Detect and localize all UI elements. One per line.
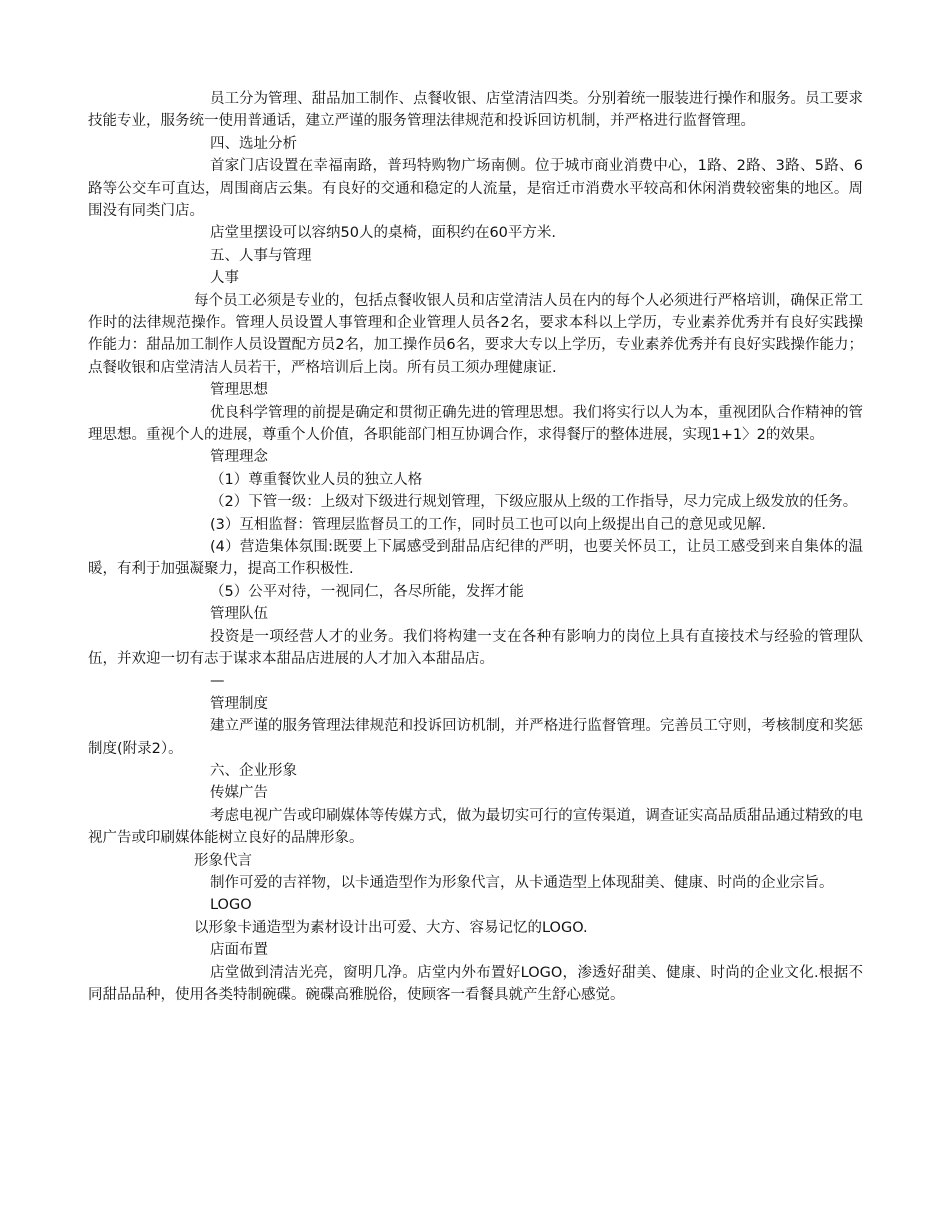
paragraph: LOGO xyxy=(210,897,252,914)
paragraph: 优良科学管理的前提是确定和贯彻正确先进的管理思想。我们将实行以人为本，重视团队合作精神的管理思想。重视个人的进展，尊重个人价值，各职能部门相互协调合作，求得餐厅的整体进展，实现1+1〉2的效果。 xyxy=(88,404,863,443)
paragraph: — xyxy=(210,673,225,690)
paragraph: 管理队伍 xyxy=(210,606,268,623)
paragraph: 每个员工必须是专业的，包括点餐收银人员和店堂清洁人员在内的每个人必须进行严格培训，确保正常工作时的法律规范操作。管理人员设置人事管理和企业管理人员各2名，要求本科以上学历，专业素养优秀并有良好实践操作能力：甜品加工制作人员设置配方员2名，加工操作员6名，要求大专以上学历，专业素养优秀并有良好实践操作能力；点餐收银和店堂清洁人员若干，严格培训后上岗。所有员工须办理健康证. xyxy=(88,292,863,376)
paragraph: 形象代言 xyxy=(194,852,252,869)
paragraph: 四、选址分析 xyxy=(210,135,297,152)
paragraph: 投资是一项经营人才的业务。我们将构建一支在各种有影响力的岗位上具有直接技术与经验的管理队伍，并欢迎一切有志于谋求本甜品店进展的人才加入本甜品店。 xyxy=(88,628,863,667)
paragraph: 店面布置 xyxy=(210,942,268,959)
paragraph: 传媒广告 xyxy=(210,785,268,802)
paragraph: 管理思想 xyxy=(210,382,268,399)
paragraph: 五、人事与管理 xyxy=(210,247,312,264)
paragraph: 六、企业形象 xyxy=(210,763,297,779)
paragraph: 管理制度 xyxy=(210,695,268,712)
paragraph: 店堂做到清洁光亮，窗明几净。店堂内外布置好LOGO，渗透好甜美、健康、时尚的企业文化.根据不同甜品品种，使用各类特制碗碟。碗碟高雅脱俗，使顾客一看餐具就产生舒心感觉。 xyxy=(88,964,863,1003)
paragraph: 店堂里摆设可以容纳50人的桌椅，面积约在60平方米. xyxy=(210,225,557,242)
paragraph: 考虑电视广告或印刷媒体等传媒方式，做为最切实可行的宣传渠道，调查证实高品质甜品通过精致的电视广告或印刷媒体能树立良好的品牌形象。 xyxy=(88,807,863,847)
paragraph: 人事 xyxy=(210,270,239,287)
paragraph: （5）公平对待，一视同仁，各尽所能，发挥才能 xyxy=(210,583,524,600)
paragraph: (4）营造集体氛围:既要上下属感受到甜品店纪律的严明，也要关怀员工，让员工感受到来自集体的温暖，有利于加强凝聚力，提高工作积极性. xyxy=(88,539,863,578)
paragraph: 首家门店设置在幸福南路，普玛特购物广场南侧。位于城市商业消费中心，1路、2路、3路、5路、6路等公交车可直达，周围商店云集。有良好的交通和稳定的人流量，是宿迁市消费水平较高和休闲消费较密集的地区。周围没有同类门店。 xyxy=(88,158,863,219)
paragraph: 制作可爱的吉祥物，以卡通造型作为形象代言，从卡通造型上体现甜美、健康、时尚的企业宗旨。 xyxy=(210,875,834,891)
paragraph: 管理理念 xyxy=(210,449,268,466)
paragraph: 以形象卡通造型为素材设计出可爱、大方、容易记忆的LOGO. xyxy=(194,919,588,936)
paragraph: （2）下管一级：上级对下级进行规划管理，下级应服从上级的工作指导，尽力完成上级发放的任务。 xyxy=(210,494,858,511)
paragraph: 员工分为管理、甜品加工制作、点餐收银、店堂清洁四类。分别着统一服装进行操作和服务。员工要求技能专业，服务统一使用普通话，建立严谨的服务管理法律规范和投诉回访机制，并严格进行监督管理。 xyxy=(88,91,863,130)
paragraph: 建立严谨的服务管理法律规范和投诉回访机制，并严格进行监督管理。完善员工守则，考核制度和奖惩制度(附录2）。 xyxy=(88,718,863,757)
paragraph: （1）尊重餐饮业人员的独立人格 xyxy=(210,471,423,488)
paragraph: (3）互相监督：管理层监督员工的工作，同时员工也可以向上级提出自己的意见或见解. xyxy=(210,516,766,533)
